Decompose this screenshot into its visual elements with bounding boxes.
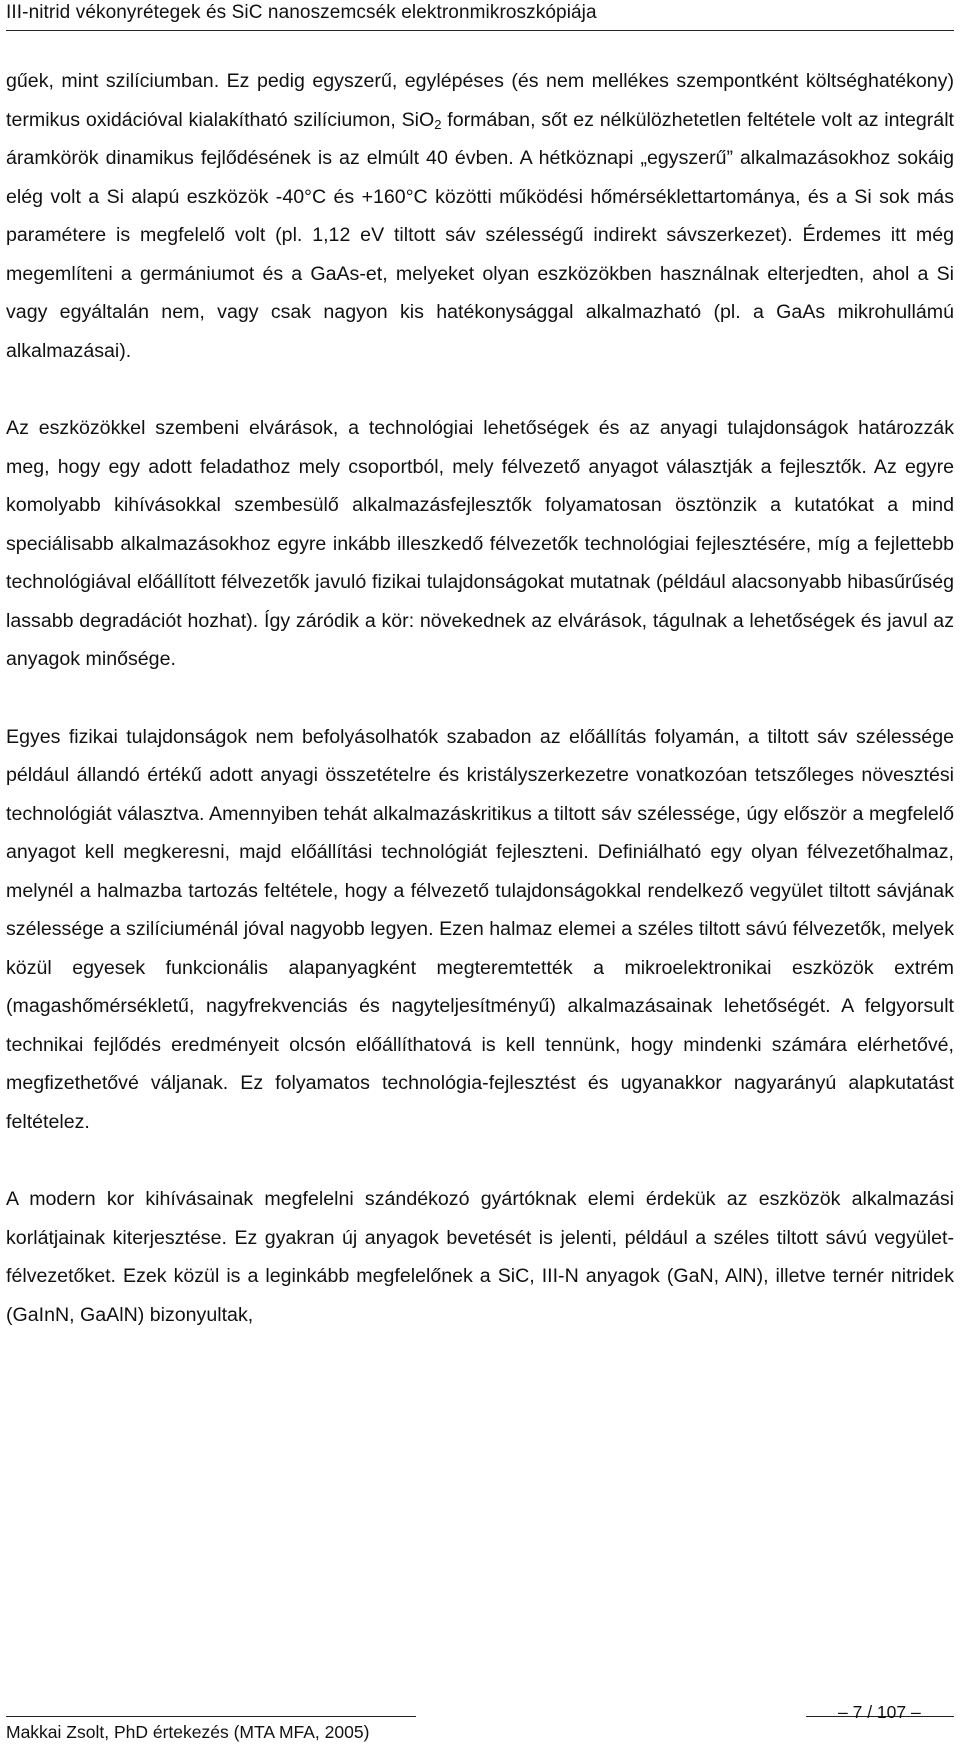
- footer-rule-left: [6, 1716, 416, 1717]
- paragraph-1-part-a: gűek, mint szilíciumban. Ez pedig egyszerű, egylépéses (és nem mellékes szempontként költséghatékony) termikus oxidációval kialakítható szilíciumon, SiO: [6, 70, 954, 131]
- paragraph-1-part-b: formában, sőt ez nélkülözhetetlen feltétele volt az integrált áramkörök dinamikus fejlődésének is az elmúlt 40 évben. A hétköznapi „egyszerű” alkalmazásokhoz sokáig elég volt a Si alapú eszközök -40°C és +160°C közötti működési hőmérséklettartománya, és a Si sok más paramétere is megfelelő volt (pl. 1,12 eV tiltott sáv szélességű indirekt sávszerkezet). Érdemes itt még megemlíteni a germániumot és a GaAs-et, melyeket olyan eszközökben használnak elterjedten, ahol a Si vagy egyáltalán nem, vagy csak nagyon kis hatékonysággal alkalmazható (pl. a GaAs mikrohullámú alkalmazásai).: [6, 108, 955, 362]
- body-text: [6, 62, 954, 1334]
- footer-author: Makkai Zsolt, PhD értekezés (MTA MFA, 2005): [6, 1722, 370, 1742]
- paragraph-1: [6, 62, 954, 370]
- subscript-2: 2: [434, 116, 442, 132]
- header-rule: [6, 30, 954, 31]
- paragraph-3: Egyes fizikai tulajdonságok nem befolyásolhatók szabadon az előállítás folyamán, a tiltott sáv szélessége például állandó értékű adott anyagi összetételre és kristályszerkezetre vonatkozóan tetszőleges növesztési technológiát választva. Amennyiben tehát alkalmazáskritikus a tiltott sáv szélessége, úgy először a megfelelő anyagot kell megkeresni, majd előállítási technológiát fejleszteni. Definiálható egy olyan félvezetőhalmaz, melynél a halmazba tartozás feltétele, hogy a félvezető tulajdonságokkal rendelkező vegyület tiltott sávjának szélessége a szilíciuménál jóval nagyobb legyen. Ezen halmaz elemei a széles tiltott sávú félvezetők, melyek közül egyesek funkcionális alapanyagként megteremtették a mikroelektronikai eszközök extrém (magashőmérsékletű, nagyfrekvenciás és nagyteljesítményű) alkalmazásainak lehetőségét. A felgyorsult technikai fejlődés eredményeit olcsón előállíthatová is kell tennünk, hogy mindenki számára elérhetővé, megfizethetővé váljanak. Ez folyamatos technológia-fejlesztést és ugyanakkor nagyarányú alapkutatást feltételez.: [6, 725, 954, 1133]
- paragraph-2: Az eszközökkel szembeni elvárások, a technológiai lehetőségek és az anyagi tulajdonságok határozzák meg, hogy egy adott feladathoz mely csoportból, mely félvezető anyagot választják a fejlesztők. Az egyre komolyabb kihívásokkal szembesülő alkalmazásfejlesztők folyamatosan ösztönzik a kutatókat a mind speciálisabb alkalmazásokhoz egyre inkább illeszkedő félvezetők technológiai fejlesztésére, míg a fejlettebb technológiával előállított félvezetők javuló fizikai tulajdonságokat mutatnak (például alacsonyabb hibasűrűség lassabb degradációt hozhat). Így záródik a kör: növekednek az elvárások, tágulnak a lehetőségek és javul az anyagok minősége.: [6, 417, 954, 670]
- page-number: – 7 / 107 –: [838, 1702, 921, 1722]
- running-header: III-nitrid vékonyrétegek és SiC nanoszemcsék elektronmikroszkópiája: [6, 2, 597, 23]
- paragraph-4: A modern kor kihívásainak megfelelni szándékozó gyártóknak elemi érdekük az eszközök alkalmazási korlátjainak kiterjesztése. Ez gyakran új anyagok bevetését is jelenti, például a széles tiltott sávú vegyület-félvezetőket. Ezek közül is a leginkább megfelelőnek a SiC, III-N anyagok (GaN, AlN), illetve ternér nitridek (GaInN, GaAlN) bizonyultak,: [6, 1188, 954, 1326]
